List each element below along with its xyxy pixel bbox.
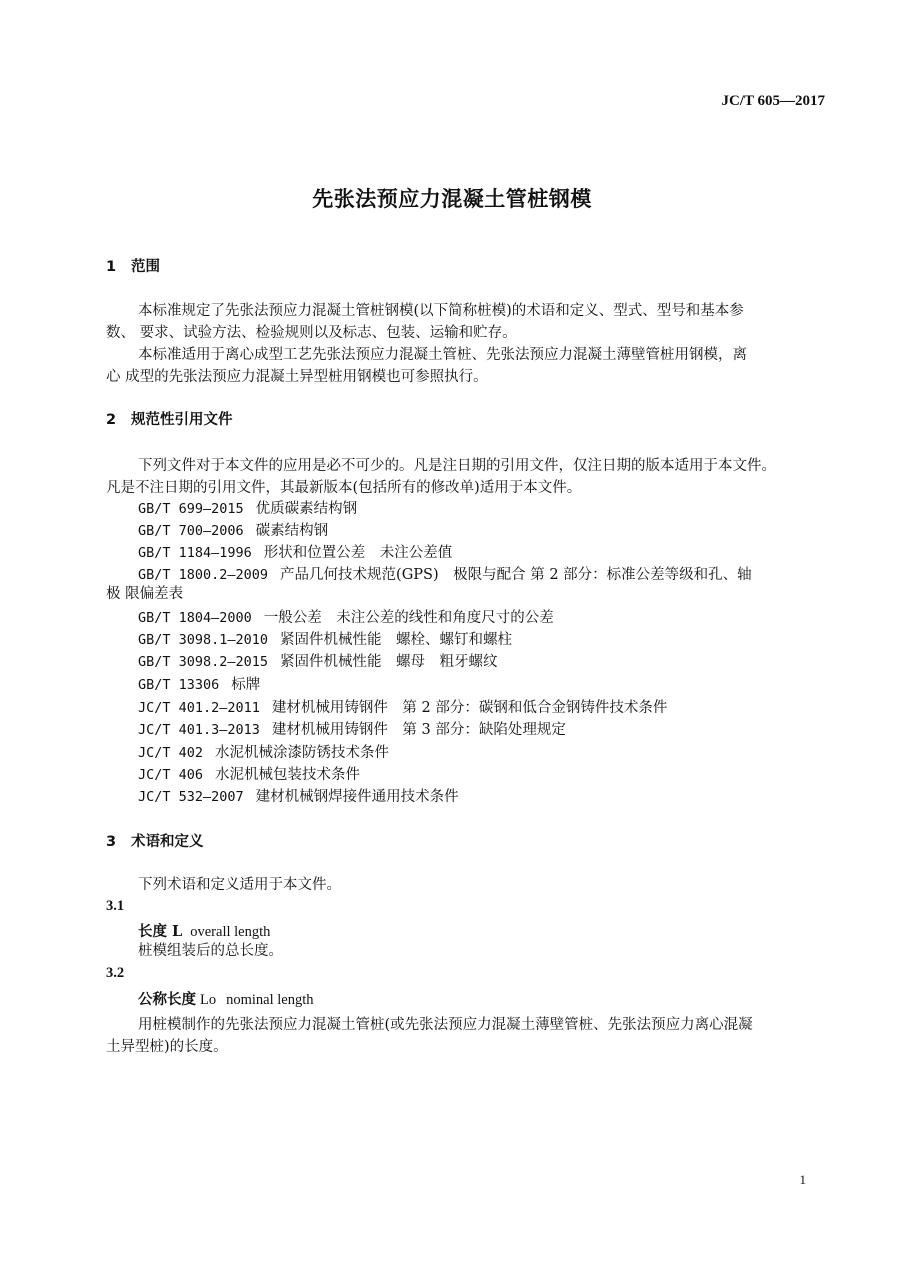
clause-number: 3.2 — [106, 965, 125, 981]
document-title: 先张法预应力混凝土管桩钢模 — [312, 187, 592, 211]
terms-intro: 下列术语和定义适用于本文件。 — [138, 877, 341, 893]
reference-item: JC/T 406 水泥机械包装技术条件 — [138, 767, 361, 783]
term-symbol: Lo — [200, 992, 217, 1008]
reference-item: GB/T 1804—2000 一般公差 未注公差的线性和角度尺寸的公差 — [138, 610, 554, 626]
reference-item: GB/T 1800.2—2009 产品几何技术规范(GPS) 极限与配合 第 2 部分：标准公差等级和孔、轴 — [138, 567, 752, 583]
term-definition-line-1: 用桩模制作的先张法预应力混凝土管桩(或先张法预应力混凝土薄壁管桩、先张法预应力离心混凝 — [138, 1017, 753, 1033]
reference-item: JC/T 401.3—2013 建材机械用铸钢件 第 3 部分：缺陷处理规定 — [138, 722, 566, 738]
term-definition: 桩模组装后的总长度。 — [138, 943, 283, 959]
reference-item: GB/T 3098.2—2015 紧固件机械性能 螺母 粗牙螺纹 — [138, 654, 498, 670]
reference-item: GB/T 3098.1—2010 紧固件机械性能 螺栓、螺钉和螺柱 — [138, 632, 513, 648]
reference-item: JC/T 401.2—2011 建材机械用铸钢件 第 2 部分：碳钢和低合金钢铸件技术条件 — [138, 700, 668, 716]
scope-paragraph-2-line-1: 本标准适用于离心成型工艺先张法预应力混凝土管桩、先张法预应力混凝土薄壁管桩用钢模，离 — [138, 347, 747, 363]
reference-item-continuation: 极 限偏差表 — [106, 586, 184, 602]
reference-item: GB/T 700—2006 碳素结构钢 — [138, 523, 329, 539]
reference-item: JC/T 402 水泥机械涂漆防锈技术条件 — [138, 745, 390, 761]
term-entry — [138, 988, 314, 1009]
section-title: 范围 — [131, 259, 160, 275]
section-title: 规范性引用文件 — [131, 412, 233, 428]
reference-item: JC/T 532—2007 建材机械钢焊接件通用技术条件 — [138, 789, 459, 805]
term-chinese: 长度 L — [138, 923, 183, 940]
section-title: 术语和定义 — [131, 834, 204, 850]
reference-item: GB/T 1184—1996 形状和位置公差 未注公差值 — [138, 545, 453, 561]
scope-paragraph-1-line-2: 数、 要求、试验方法、检验规则以及标志、包装、运输和贮存。 — [106, 325, 517, 341]
references-intro-line-2: 凡是不注日期的引用文件，其最新版本(包括所有的修改单)适用于本文件。 — [106, 480, 582, 496]
references-intro-line-1: 下列文件对于本文件的应用是必不可少的。凡是注日期的引用文件，仅注日期的版本适用于本文件。 — [138, 458, 776, 474]
section-heading-normative-references — [106, 408, 233, 429]
clause-number: 3.1 — [106, 898, 125, 914]
standard-number: JC/T 605—2017 — [721, 93, 825, 109]
page-number: 1 — [799, 1172, 806, 1187]
section-heading-terms — [106, 830, 204, 851]
section-number: 1 — [106, 259, 117, 275]
term-english: nominal length — [226, 992, 314, 1008]
term-chinese: 公称长度 — [138, 991, 196, 1008]
section-number: 3 — [106, 834, 117, 850]
section-number: 2 — [106, 412, 117, 428]
reference-item: GB/T 13306 标牌 — [138, 677, 261, 693]
reference-item: GB/T 699—2015 优质碳素结构钢 — [138, 501, 358, 517]
term-english: overall length — [190, 924, 271, 940]
section-heading-scope — [106, 255, 160, 276]
term-definition-line-2: 土异型桩)的长度。 — [106, 1039, 228, 1055]
scope-paragraph-2-line-2: 心 成型的先张法预应力混凝土异型桩用钢模也可参照执行。 — [106, 369, 488, 385]
scope-paragraph-1-line-1: 本标准规定了先张法预应力混凝土管桩钢模(以下简称桩模)的术语和定义、型式、型号和基本参 — [138, 303, 744, 319]
term-entry — [138, 920, 270, 941]
